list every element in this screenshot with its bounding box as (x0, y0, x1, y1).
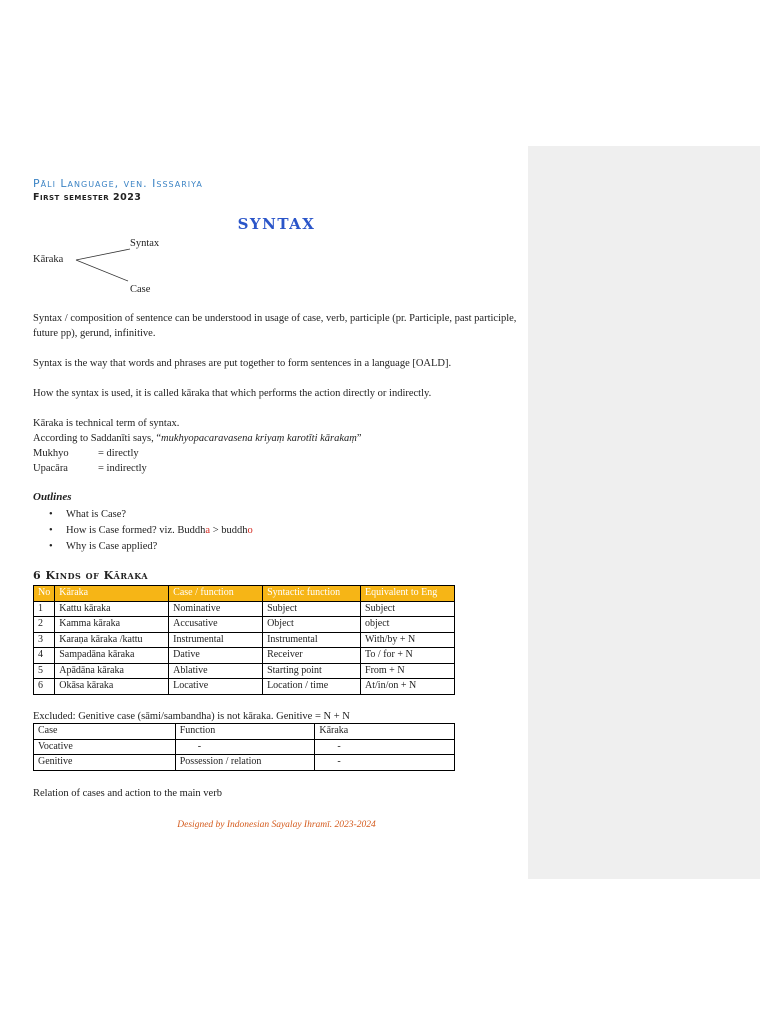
list-item: • What is Case? (33, 507, 253, 523)
header-cell: Equivalent to Eng (361, 586, 455, 602)
page-title: SYNTAX (237, 215, 316, 233)
diagram-lines (70, 240, 140, 290)
case-ending-o: o (247, 525, 253, 536)
paragraph-karaka-term: Kāraka is technical term of syntax. (33, 418, 180, 429)
quote-prefix: According to Saddanīti says, “ (33, 433, 162, 444)
header-cell: Kāraka (55, 586, 169, 602)
relation-note: Relation of cases and action to the main verb (33, 788, 222, 799)
table-row: 2 Kamma kāraka Accusative Object object (34, 617, 455, 633)
semester-label: First semester 2023 (33, 192, 142, 203)
table-row: Genitive Possession / relation - (34, 755, 455, 771)
table-row: 5 Apādāna kāraka Ablative Starting point From + N (34, 663, 455, 679)
header-cell: Syntactic function (263, 586, 361, 602)
table-row: 6 Okāsa kāraka Locative Location / time At/in/on + N (34, 679, 455, 695)
comment-pane (528, 146, 760, 879)
paragraph-saddaniti-quote (33, 431, 362, 446)
diagram-branch-syntax: Syntax (130, 238, 160, 249)
paragraph-syntax-definition: Syntax is the way that words and phrases are put together to form sentences in a language [OALD]. (33, 358, 452, 369)
excluded-note: Excluded: Genitive case (sāmi/sambandha) is not kāraka. Genitive = N + N (33, 711, 350, 722)
table-row: 4 Sampadāna kāraka Dative Receiver To / for + N (34, 648, 455, 664)
bullet-icon: • (49, 541, 53, 552)
diagram-root-label: Kāraka (33, 254, 64, 265)
table-row: 3 Karaṇa kāraka /kattu Instrumental Instrumental With/by + N (34, 632, 455, 648)
karaka-table (33, 585, 455, 695)
paragraph-karaka-usage: How the syntax is used, it is called kāraka that which performs the action directly or indirectly. (33, 388, 432, 399)
quote-text: mukhyopacaravasena kriyaṃ karotīti kārakaṃ (161, 433, 357, 444)
list-item: • How is Case formed? viz. Buddha > buddho (33, 523, 253, 539)
quote-suffix: ” (356, 433, 362, 444)
diagram-branch-case: Case (130, 284, 151, 295)
paragraph-syntax-composition: Syntax / composition of sentence can be understood in usage of case, verb, participle (pr. Participle, past participle, future pp), gerund, infinitive. (33, 313, 517, 339)
header-cell: Case / function (169, 586, 263, 602)
outlines-heading: Outlines (33, 491, 72, 503)
diagram-line-top (76, 249, 130, 260)
term-upacara: Upacāra (33, 463, 68, 474)
header-cell: No (34, 586, 55, 602)
table-row: 1 Kattu kāraka Nominative Subject Subject (34, 601, 455, 617)
course-title: Pāli Language, ven. Isssariya (33, 177, 203, 190)
outlines-list (33, 507, 253, 555)
def-mukhyo: = directly (98, 448, 139, 459)
case-ending-a: a (205, 525, 211, 536)
table-row: Vocative - - (34, 739, 455, 755)
kinds-heading: 6 Kinds of Kāraka (33, 569, 149, 582)
bullet-icon: • (49, 509, 53, 520)
table-header-row (34, 586, 455, 602)
footer-credit: Designed by Indonesian Sayalay Ihramī. 2023-2024 (177, 820, 376, 830)
def-upacara: = indirectly (98, 463, 147, 474)
table-header-row: Case Function Kāraka (34, 724, 455, 740)
genitive-table (33, 723, 455, 771)
term-mukhyo: Mukhyo (33, 448, 69, 459)
bullet-icon: • (49, 525, 53, 536)
list-item: • Why is Case applied? (33, 539, 253, 555)
diagram-line-bottom (76, 260, 128, 281)
